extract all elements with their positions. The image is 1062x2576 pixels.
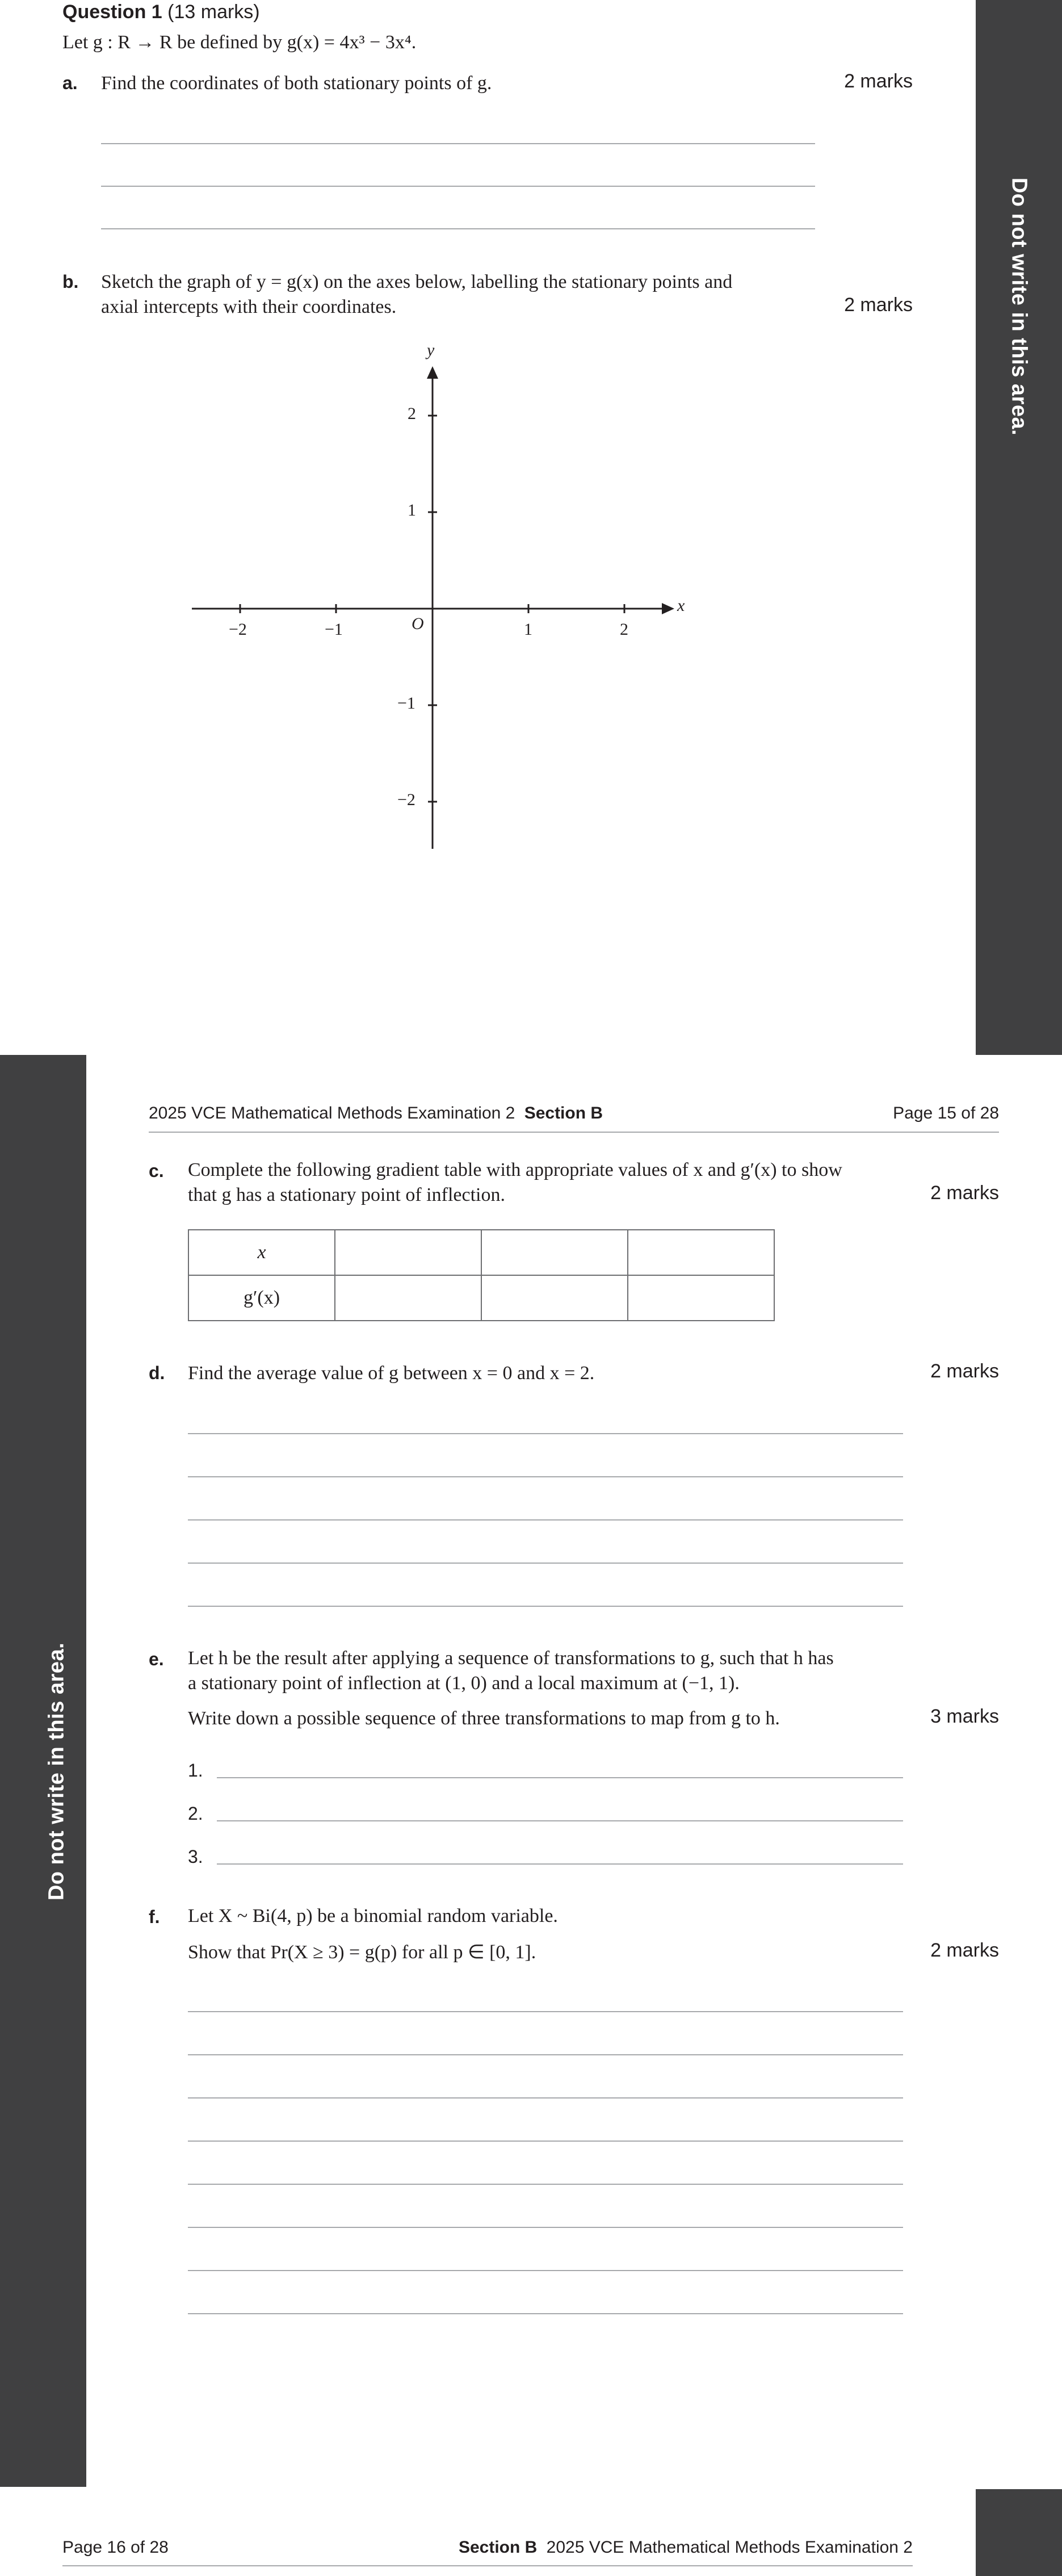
question-title: Question 1 (62, 1, 162, 23)
header-page-number: Page 15 of 28 (893, 1104, 999, 1122)
x-axis-arrow (662, 603, 674, 614)
x-tick-label: 1 (524, 620, 532, 639)
table-cell[interactable] (628, 1275, 774, 1321)
answer-line[interactable] (217, 1863, 903, 1865)
y-axis-label: y (427, 341, 435, 359)
part-c-letter: c. (149, 1161, 164, 1181)
answer-line[interactable] (188, 2011, 903, 2012)
footer-page-number: Page 16 of 28 (62, 2538, 169, 2557)
table-cell[interactable] (335, 1230, 481, 1275)
part-d-letter: d. (149, 1363, 165, 1383)
x-tick-label: 2 (620, 620, 628, 639)
part-e-text-2: a stationary point of inflection at (1, 0) and a local maximum at (−1, 1). (188, 1673, 740, 1694)
page-footer (397, 2538, 913, 2557)
x-tick-label: −1 (325, 620, 343, 639)
answer-line[interactable] (188, 2184, 903, 2185)
sketch-axes[interactable] (0, 0, 738, 880)
table-row (188, 1230, 774, 1275)
part-b-text-2: axial intercepts with their coordinates. (101, 296, 397, 317)
intro-text: Let g : R → R be defined by g(x) = 4x³ − 3x⁴. (62, 32, 417, 53)
part-b-marks: 2 marks (844, 294, 913, 316)
answer-line[interactable] (188, 2270, 903, 2271)
side-banner-right: Do not write in this area. (1007, 177, 1031, 436)
answer-line[interactable] (188, 1433, 903, 1434)
part-f-marks: 2 marks (930, 1940, 999, 1961)
part-f-text-2: Show that Pr(X ≥ 3) = g(p) for all p ∈ [0, 1]. (188, 1942, 536, 1963)
answer-line[interactable] (188, 2227, 903, 2228)
part-c-text-1: Complete the following gradient table with appropriate values of x and g′(x) to show (188, 1159, 842, 1180)
answer-line[interactable] (217, 1777, 903, 1778)
answer-line[interactable] (188, 1476, 903, 1477)
y-tick-label: −2 (397, 790, 415, 809)
row-label-gprime: g′(x) (188, 1275, 335, 1321)
table-cell[interactable] (481, 1275, 628, 1321)
footer-section: Section B (458, 2538, 538, 2557)
part-e-text-1: Let h be the result after applying a sequence of transformations to g, such that h has (188, 1648, 834, 1669)
origin-label: O (412, 614, 424, 633)
y-tick-label: 2 (408, 404, 416, 423)
page-header (149, 1104, 603, 1123)
x-axis-label: x (677, 596, 685, 615)
part-d-text: Find the average value of g between x = 0 and x = 2. (188, 1363, 595, 1384)
table-cell[interactable] (335, 1275, 481, 1321)
x-tick-label: −2 (229, 620, 247, 639)
part-e-marks: 3 marks (930, 1706, 999, 1727)
item-number-2: 2. (188, 1803, 203, 1824)
answer-line[interactable] (188, 2313, 903, 2314)
y-axis-arrow (427, 366, 438, 379)
header-title: 2025 VCE Mathematical Methods Examination 2 (149, 1104, 515, 1122)
table-cell[interactable] (481, 1230, 628, 1275)
part-f-letter: f. (149, 1907, 160, 1927)
table-cell[interactable] (628, 1230, 774, 1275)
part-b-letter: b. (62, 271, 79, 292)
part-d-marks: 2 marks (930, 1360, 999, 1382)
answer-line[interactable] (188, 2141, 903, 2142)
item-number-1: 1. (188, 1760, 203, 1781)
answer-line[interactable] (217, 1820, 903, 1821)
y-tick-label: 1 (408, 501, 416, 520)
part-e-text-3: Write down a possible sequence of three transformations to map from g to h. (188, 1708, 780, 1729)
part-c-marks: 2 marks (930, 1182, 999, 1204)
header-section: Section B (524, 1104, 603, 1122)
footer-rule (62, 2565, 913, 2566)
header-rule (149, 1132, 999, 1133)
answer-line[interactable] (188, 2054, 903, 2055)
part-f-text-1: Let X ~ Bi(4, p) be a binomial random variable. (188, 1905, 558, 1926)
part-c-text-2: that g has a stationary point of inflection. (188, 1184, 505, 1205)
footer-title: 2025 VCE Mathematical Methods Examination 2 (546, 2538, 913, 2557)
row-label-x: x (188, 1230, 335, 1275)
part-a-text: Find the coordinates of both stationary points of g. (101, 73, 492, 94)
left-margin-bar (0, 1055, 86, 2487)
right-footer-bar (976, 2489, 1062, 2576)
part-a-marks: 2 marks (844, 70, 913, 92)
part-b-text-1: Sketch the graph of y = g(x) on the axes below, labelling the stationary points and (101, 271, 733, 292)
answer-line[interactable] (188, 2097, 903, 2099)
answer-line[interactable] (188, 1519, 903, 1521)
side-banner-left: Do not write in this area. (44, 1642, 69, 1901)
question-marks: (13 marks) (167, 1, 260, 23)
part-e-letter: e. (149, 1649, 164, 1669)
answer-line[interactable] (188, 1563, 903, 1564)
y-tick-label: −1 (397, 694, 415, 713)
part-a-letter: a. (62, 73, 78, 93)
item-number-3: 3. (188, 1846, 203, 1867)
gradient-table (188, 1229, 775, 1321)
table-row (188, 1275, 774, 1321)
right-margin-bar (976, 0, 1062, 1055)
answer-line[interactable] (188, 1606, 903, 1607)
